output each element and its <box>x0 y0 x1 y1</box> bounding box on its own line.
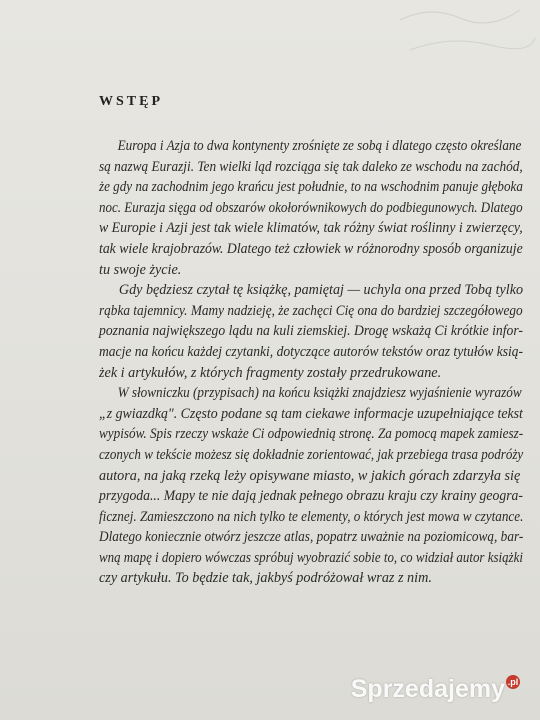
text-line: czonych w tekście możesz się dokładnie zorientować, jak przebiega trasa podróży <box>99 446 524 463</box>
watermark-suffix: .pl <box>507 677 519 687</box>
paragraph <box>99 280 523 383</box>
text-line: przygoda... Mapy te nie dają jednak pełnego obrazu kraju czy krainy geogra- <box>99 488 523 505</box>
text-line: ficznej. Zamieszczono na nich tylko te elementy, o których jest mowa w czytance. <box>99 508 524 525</box>
text-line: są nazwą Eurazji. Ten wielki ląd rozciąga się tak daleko ze wschodu na zachód, <box>99 158 523 175</box>
body-text <box>99 136 523 589</box>
text-line: tu swoje życie. <box>99 261 182 278</box>
bleed-through-map <box>390 0 540 70</box>
text-line: rąbka tajemnicy. Mamy nadzieję, że zachęci Cię ona do bardziej szczegółowego <box>99 302 523 319</box>
text-line: W słowniczku (przypisach) na końcu książki znajdziesz wyjaśnienie wyrazów <box>117 385 522 402</box>
text-line: żek i artykułów, z których fragmenty zostały przedrukowane. <box>99 364 442 381</box>
text-line: tak wiele krajobrazów. Dlatego też człowiek w różnorodny sposób organizuje <box>99 240 523 257</box>
watermark-text: Sprzedajemy <box>350 675 505 703</box>
paragraph <box>99 383 523 589</box>
watermark-logo <box>351 675 520 704</box>
text-line: „z gwiazdką". Często podane są tam ciekawe informacje uzupełniające tekst <box>99 405 523 422</box>
section-heading: WSTĘP <box>99 94 164 109</box>
text-line: wną mapę i dopiero wówczas spróbuj wyobrazić sobie to, co widział autor książki <box>99 549 523 566</box>
text-line: Gdy będziesz czytał tę książkę, pamiętaj — uchyla ona przed Tobą tylko <box>118 282 524 299</box>
text-line: że gdy na zachodnim jego krańcu jest południe, to na wschodnim panuje głęboka <box>99 179 523 196</box>
text-line: Europa i Azja to dwa kontynenty zrośnięte ze sobą i dlatego często określane <box>117 138 522 154</box>
text-line: w Europie i Azji jest tak wiele klimatów, tak różny świat roślinny i zwierzęcy, <box>99 220 523 237</box>
text-line: autora, na jaką rzeką leży opisywane miasto, w jakich górach zdarzyła się <box>99 467 521 484</box>
text-line: Dlatego koniecznie otwórz jeszcze atlas, popatrz uważnie na poziomicową, bar- <box>99 529 524 546</box>
text-line: macje na końcu każdej czytanki, dotyczące autorów tekstów oraz tytułów ksią- <box>99 343 524 360</box>
paragraph <box>99 136 523 280</box>
text-line: wypisów. Spis rzeczy wskaże Ci odpowiednią stronę. Za pomocą mapek zamiesz- <box>99 426 524 443</box>
text-line: czy artykułu. To będzie tak, jakbyś podróżował wraz z nim. <box>99 570 432 587</box>
text-line: poznania największego lądu na kuli ziemskiej. Drogę wskażą Ci krótkie infor- <box>99 323 523 340</box>
text-line: noc. Eurazja sięga od obszarów okołorównikowych do podbiegunowych. Dlatego <box>99 199 523 216</box>
